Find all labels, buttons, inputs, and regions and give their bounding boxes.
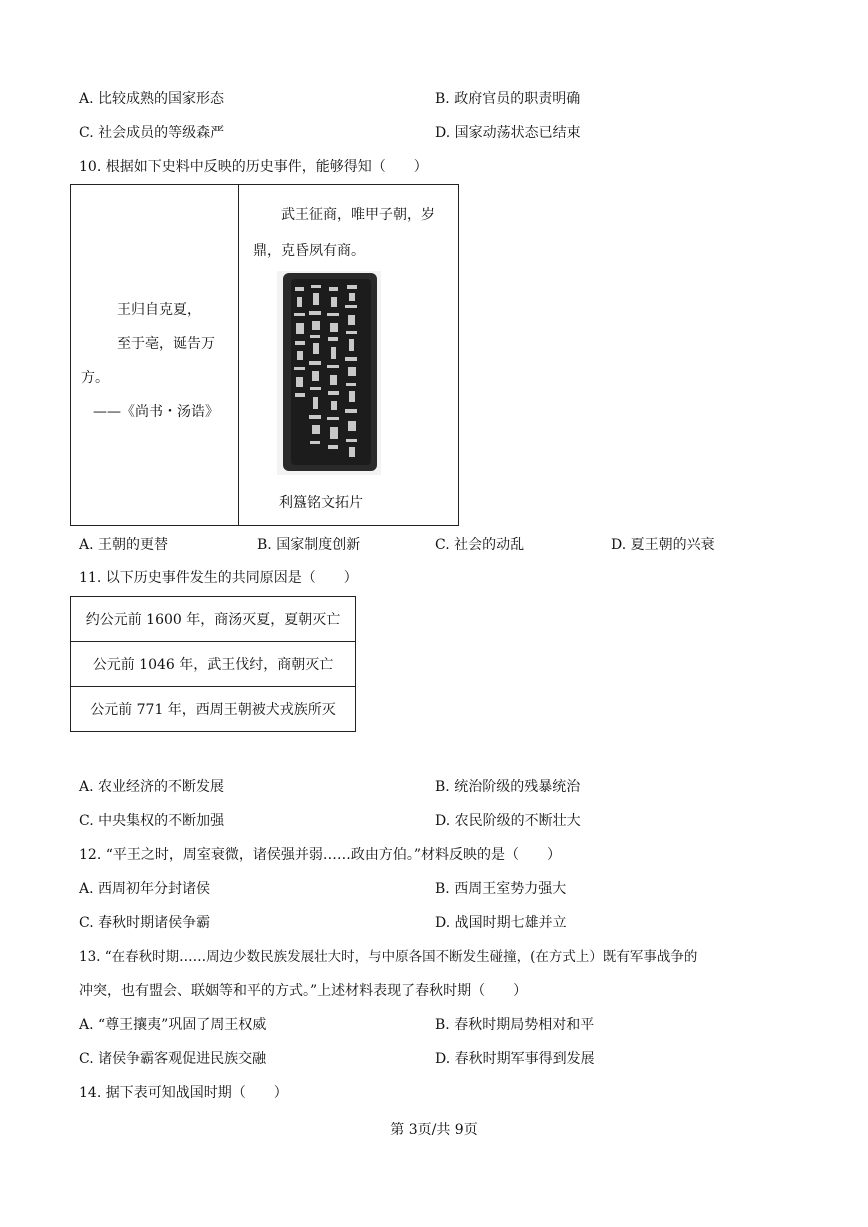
q14-stem: 14. 据下表可知战国时期（ ） — [79, 1085, 288, 1101]
q13-option-c: C. 诸侯争霸客观促进民族交融 — [79, 1051, 267, 1067]
q12-option-d: D. 战国时期七雄并立 — [435, 915, 567, 931]
q12-option-a: A. 西周初年分封诸侯 — [79, 881, 211, 897]
q10-stem: 10. 根据如下史料中反映的历史事件，能够得知（ ） — [79, 159, 428, 175]
q10-left-line: 王归自克夏， — [117, 302, 201, 318]
q11-stem: 11. 以下历史事件发生的共同原因是（ ） — [79, 570, 358, 586]
q11-option-b: B. 统治阶级的残暴统治 — [435, 779, 581, 795]
q12-option-b: B. 西周王室势力强大 — [435, 881, 567, 897]
q9-option-c: C. 社会成员的等级森严 — [79, 125, 225, 141]
q13-stem-line1: 13. “在春秋时期……周边少数民族发展壮大时，与中原各国不断发生碰撞，(在方式上）既有军事战争的 — [79, 949, 698, 965]
q10-right-line: 武王征商，唯甲子朝，岁 — [281, 207, 435, 223]
q10-left-citation: ——《尚书・汤诰》 — [93, 404, 219, 420]
q12-stem: 12. “平王之时，周室衰微，诸侯强并弱……政由方伯。”材料反映的是（ ） — [79, 847, 562, 863]
q10-option-c: C. 社会的动乱 — [435, 537, 525, 553]
q13-option-d: D. 春秋时期军事得到发展 — [435, 1051, 595, 1067]
q11-events-table — [70, 596, 356, 732]
q10-source-right-text — [253, 197, 453, 269]
q9-option-b: B. 政府官员的职责明确 — [435, 91, 581, 107]
q13-option-b: B. 春秋时期局势相对和平 — [435, 1017, 595, 1033]
bronze-inscription-rubbing-image — [277, 271, 381, 475]
q10-source-right-cell — [239, 185, 459, 526]
q10-option-b: B. 国家制度创新 — [257, 537, 361, 553]
q11-option-d: D. 农民阶级的不断壮大 — [435, 813, 581, 829]
q11-event-cell: 公元前 1046 年，武王伐纣，商朝灭亡 — [71, 642, 356, 687]
q9-option-d: D. 国家动荡状态已结束 — [435, 125, 581, 141]
q10-left-line: 至于亳，诞告万 — [117, 336, 215, 352]
q10-left-line: 方。 — [81, 370, 109, 386]
q10-option-d: D. 夏王朝的兴衰 — [611, 537, 715, 553]
rubbing-caption: 利簋铭文拓片 — [279, 495, 363, 511]
q9-option-a: A. 比较成熟的国家形态 — [79, 91, 225, 107]
q11-option-a: A. 农业经济的不断发展 — [79, 779, 225, 795]
q11-event-cell: 公元前 771 年，西周王朝被犬戎族所灭 — [71, 687, 356, 732]
q11-option-c: C. 中央集权的不断加强 — [79, 813, 225, 829]
q12-option-c: C. 春秋时期诸侯争霸 — [79, 915, 211, 931]
q10-option-a: A. 王朝的更替 — [79, 537, 169, 553]
q13-stem-line2: 冲突，也有盟会、联姻等和平的方式。”上述材料表现了春秋时期（ ） — [79, 983, 528, 999]
q10-source-table — [70, 184, 459, 526]
q11-event-cell: 约公元前 1600 年，商汤灭夏，夏朝灭亡 — [71, 597, 356, 642]
rubbing-illustration — [277, 271, 381, 475]
q10-source-left-cell — [71, 185, 239, 526]
page-number-footer: 第 3页/共 9页 — [390, 1122, 478, 1138]
q10-source-left-text — [81, 293, 231, 429]
q10-right-line: 鼎，克昏夙有商。 — [253, 243, 365, 259]
q13-option-a: A. “尊王攘夷”巩固了周王权威 — [79, 1017, 267, 1033]
